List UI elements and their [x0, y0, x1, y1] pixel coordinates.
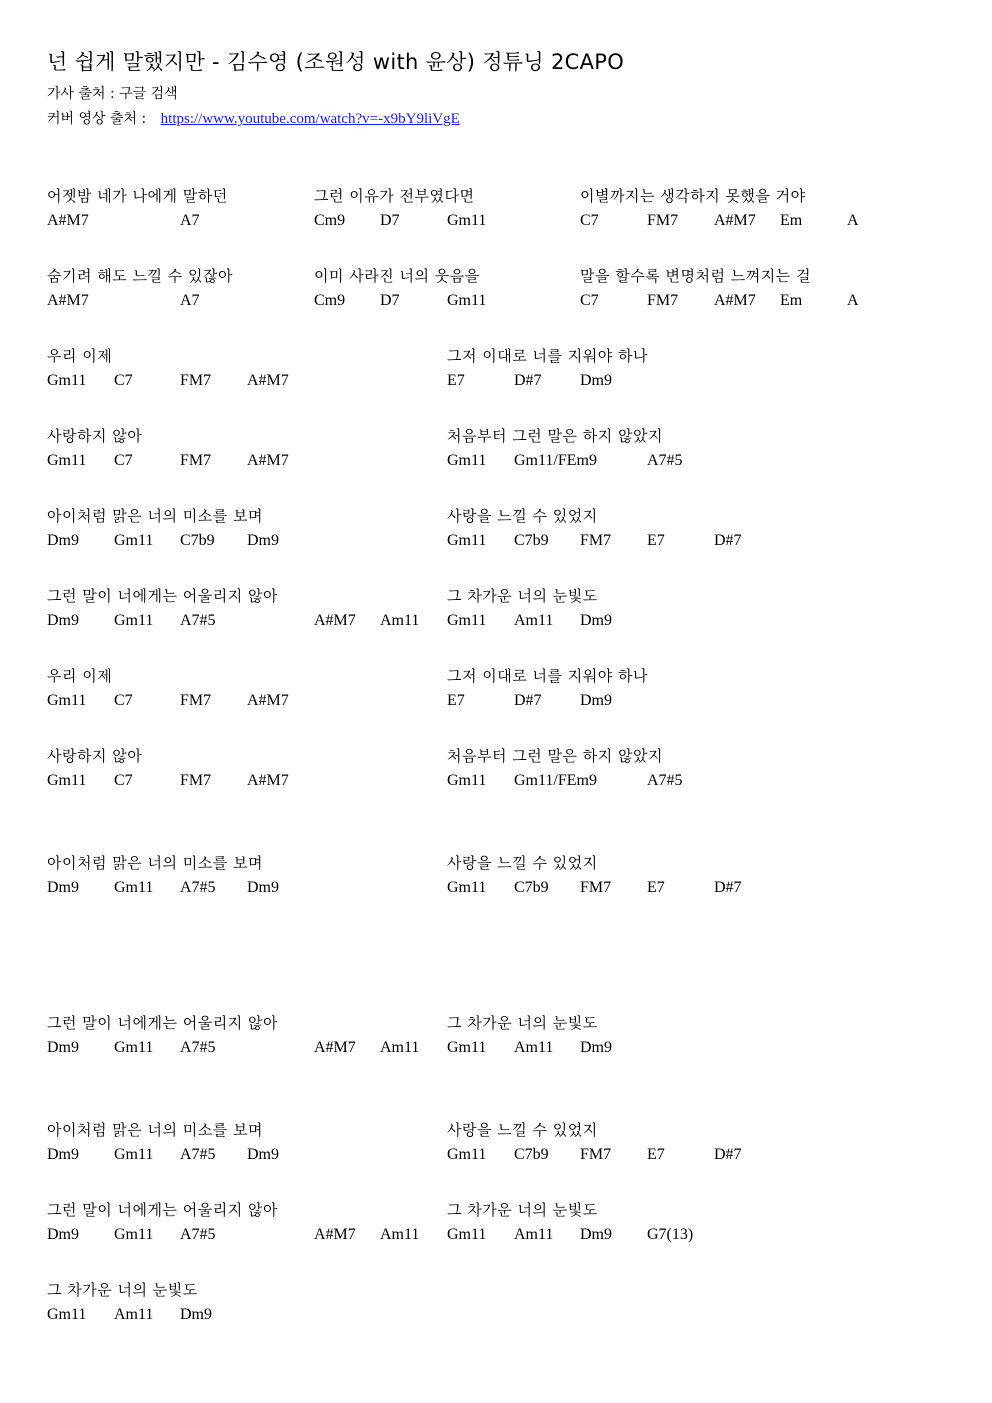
lyric-line: 사랑을 느낄 수 있었지 — [447, 1121, 598, 1139]
chord-symbol: A#M7 — [47, 212, 89, 229]
chord-symbol: Am11 — [514, 612, 554, 629]
lyric-line: 우리 이제 — [47, 347, 113, 365]
chord-symbol: A7#5 — [180, 1146, 216, 1163]
chord-symbol: Gm11 — [447, 1039, 487, 1056]
lyric-line: 그런 말이 너에게는 어울리지 않아 — [47, 587, 278, 605]
chord-symbol: C7 — [580, 292, 599, 309]
chord-symbol: A7#5 — [180, 1226, 216, 1243]
chord-symbol: Dm9 — [580, 612, 612, 629]
chord-symbol: A#M7 — [247, 372, 289, 389]
chord-symbol: Gm11 — [47, 772, 87, 789]
chord-symbol: Gm11 — [447, 1146, 487, 1163]
chord-symbol: FM7 — [580, 532, 612, 549]
chord-symbol: FM7 — [647, 292, 679, 309]
chord-symbol: Dm9 — [47, 1226, 79, 1243]
chord-symbol: Gm11 — [47, 1306, 87, 1323]
chord-symbol: A#M7 — [314, 1039, 356, 1056]
chord-symbol: D7 — [380, 292, 400, 309]
chord-symbol: Dm9 — [580, 1039, 612, 1056]
lyric-line: 그 차가운 너의 눈빛도 — [47, 1281, 198, 1299]
chord-symbol: Gm11 — [114, 879, 154, 896]
chord-symbol: A#M7 — [314, 612, 356, 629]
lyric-line: 우리 이제 — [47, 667, 113, 685]
chord-symbol: FM7 — [180, 772, 212, 789]
lyric-line: 어젯밤 네가 나에게 말하던 — [47, 187, 228, 205]
chord-symbol: Am11 — [114, 1306, 154, 1323]
chord-symbol: E7 — [647, 1146, 665, 1163]
chord-symbol: Am11 — [380, 1039, 420, 1056]
chord-symbol: Gm11 — [114, 1146, 154, 1163]
lyric-line: 숨기려 해도 느낄 수 있잖아 — [47, 267, 233, 285]
chord-symbol: E7 — [447, 692, 465, 709]
chord-symbol: Dm9 — [247, 1146, 279, 1163]
lyric-line: 아이처럼 맑은 너의 미소를 보며 — [47, 507, 263, 525]
chord-symbol: A#M7 — [247, 692, 289, 709]
chord-symbol: Dm9 — [47, 1039, 79, 1056]
chord-symbol: FM7 — [180, 372, 212, 389]
chord-symbol: Dm9 — [247, 879, 279, 896]
chord-symbol: Gm11/FEm9 — [514, 452, 597, 469]
chord-symbol: D#7 — [514, 692, 542, 709]
lyric-line: 사랑을 느낄 수 있었지 — [447, 854, 598, 872]
chord-symbol: Dm9 — [47, 612, 79, 629]
chord-symbol: Em — [780, 212, 803, 229]
chord-symbol: Gm11 — [47, 692, 87, 709]
chord-symbol: Gm11 — [447, 612, 487, 629]
chord-symbol: Am11 — [380, 1226, 420, 1243]
chord-symbol: Gm11 — [447, 879, 487, 896]
chord-symbol: C7b9 — [514, 532, 549, 549]
chord-symbol: A#M7 — [247, 772, 289, 789]
chord-symbol: Cm9 — [314, 212, 346, 229]
lyric-line: 그런 말이 너에게는 어울리지 않아 — [47, 1201, 278, 1219]
chord-symbol: C7 — [114, 452, 133, 469]
lyric-line: 처음부터 그런 말은 하지 않았지 — [447, 427, 663, 445]
chord-symbol: A7#5 — [180, 1039, 216, 1056]
chord-symbol: C7b9 — [514, 879, 549, 896]
chord-symbol: E7 — [647, 879, 665, 896]
lyrics-source: 가사 출처 : 구글 검색 — [47, 86, 178, 102]
lyric-line: 처음부터 그런 말은 하지 않았지 — [447, 747, 663, 765]
cover-source-line — [47, 108, 460, 128]
chord-symbol: Dm9 — [580, 372, 612, 389]
chord-symbol: C7 — [114, 772, 133, 789]
chord-symbol: Gm11 — [447, 452, 487, 469]
chord-symbol: Gm11 — [447, 1226, 487, 1243]
chord-symbol: Dm9 — [180, 1306, 212, 1323]
chord-symbol: Dm9 — [580, 692, 612, 709]
chord-symbol: C7 — [114, 692, 133, 709]
lyric-line: 그저 이대로 너를 지워야 하나 — [447, 667, 648, 685]
chord-symbol: Gm11 — [447, 772, 487, 789]
lyric-line: 그 차가운 너의 눈빛도 — [447, 587, 598, 605]
chord-symbol: A7#5 — [180, 879, 216, 896]
chord-symbol: C7 — [114, 372, 133, 389]
chord-symbol: A7#5 — [180, 612, 216, 629]
chord-symbol: A7#5 — [647, 452, 683, 469]
chord-symbol: D#7 — [714, 532, 742, 549]
lyric-line: 그 차가운 너의 눈빛도 — [447, 1014, 598, 1032]
lyric-line: 아이처럼 맑은 너의 미소를 보며 — [47, 854, 263, 872]
lyric-line: 그런 말이 너에게는 어울리지 않아 — [47, 1014, 278, 1032]
chord-symbol: Dm9 — [47, 879, 79, 896]
chord-symbol: A7 — [180, 212, 200, 229]
chord-symbol: A7#5 — [647, 772, 683, 789]
lyric-line: 아이처럼 맑은 너의 미소를 보며 — [47, 1121, 263, 1139]
lyric-line: 사랑하지 않아 — [47, 427, 143, 445]
chord-symbol: FM7 — [647, 212, 679, 229]
cover-source-label: 커버 영상 출처 : — [47, 111, 147, 127]
chord-symbol: D#7 — [714, 1146, 742, 1163]
chord-symbol: Gm11 — [47, 372, 87, 389]
chord-symbol: FM7 — [180, 692, 212, 709]
chord-symbol: G7(13) — [647, 1226, 694, 1243]
chord-symbol: D#7 — [714, 879, 742, 896]
lyric-line: 사랑하지 않아 — [47, 747, 143, 765]
lyric-line: 이별까지는 생각하지 못했을 거야 — [580, 187, 806, 205]
chord-symbol: Gm11 — [447, 292, 487, 309]
chord-symbol: A#M7 — [247, 452, 289, 469]
chord-symbol: A#M7 — [47, 292, 89, 309]
chord-symbol: Gm11 — [47, 452, 87, 469]
chord-symbol: C7 — [580, 212, 599, 229]
chord-symbol: Am11 — [514, 1039, 554, 1056]
cover-source-link[interactable]: https://www.youtube.com/watch?v=-x9bY9liVgE — [160, 111, 460, 127]
chord-symbol: Gm11/FEm9 — [514, 772, 597, 789]
chord-symbol: FM7 — [180, 452, 212, 469]
lyric-line: 그런 이유가 전부였다면 — [314, 187, 475, 205]
chord-symbol: E7 — [647, 532, 665, 549]
chord-symbol: Gm11 — [114, 1039, 154, 1056]
chord-symbol: D#7 — [514, 372, 542, 389]
chord-symbol: Em — [780, 292, 803, 309]
chord-symbol: Dm9 — [47, 1146, 79, 1163]
chord-symbol: Dm9 — [47, 532, 79, 549]
chord-symbol: A — [847, 212, 859, 229]
chord-symbol: Am11 — [514, 1226, 554, 1243]
chord-symbol: Am11 — [380, 612, 420, 629]
chord-symbol: Dm9 — [247, 532, 279, 549]
chord-symbol: A#M7 — [314, 1226, 356, 1243]
chord-symbol: FM7 — [580, 879, 612, 896]
chord-symbol: Gm11 — [114, 612, 154, 629]
chord-symbol: A — [847, 292, 859, 309]
song-title: 넌 쉽게 말했지만 - 김수영 (조원성 with 윤상) 정튜닝 2CAPO — [47, 50, 625, 74]
lyric-line: 그저 이대로 너를 지워야 하나 — [447, 347, 648, 365]
chord-symbol: A#M7 — [714, 292, 756, 309]
chord-symbol: Gm11 — [447, 532, 487, 549]
lyric-line: 말을 할수록 변명처럼 느껴지는 걸 — [580, 267, 811, 285]
chord-symbol: E7 — [447, 372, 465, 389]
chord-symbol: C7b9 — [180, 532, 215, 549]
chord-symbol: A#M7 — [714, 212, 756, 229]
lyric-line: 이미 사라진 너의 웃음을 — [314, 267, 480, 285]
chord-symbol: Gm11 — [114, 532, 154, 549]
chord-symbol: A7 — [180, 292, 200, 309]
chord-symbol: C7b9 — [514, 1146, 549, 1163]
chord-symbol: Gm11 — [114, 1226, 154, 1243]
lyric-line: 그 차가운 너의 눈빛도 — [447, 1201, 598, 1219]
chord-symbol: D7 — [380, 212, 400, 229]
chord-symbol: Cm9 — [314, 292, 346, 309]
lyric-line: 사랑을 느낄 수 있었지 — [447, 507, 598, 525]
chord-symbol: Gm11 — [447, 212, 487, 229]
chord-symbol: FM7 — [580, 1146, 612, 1163]
chord-symbol: Dm9 — [580, 1226, 612, 1243]
